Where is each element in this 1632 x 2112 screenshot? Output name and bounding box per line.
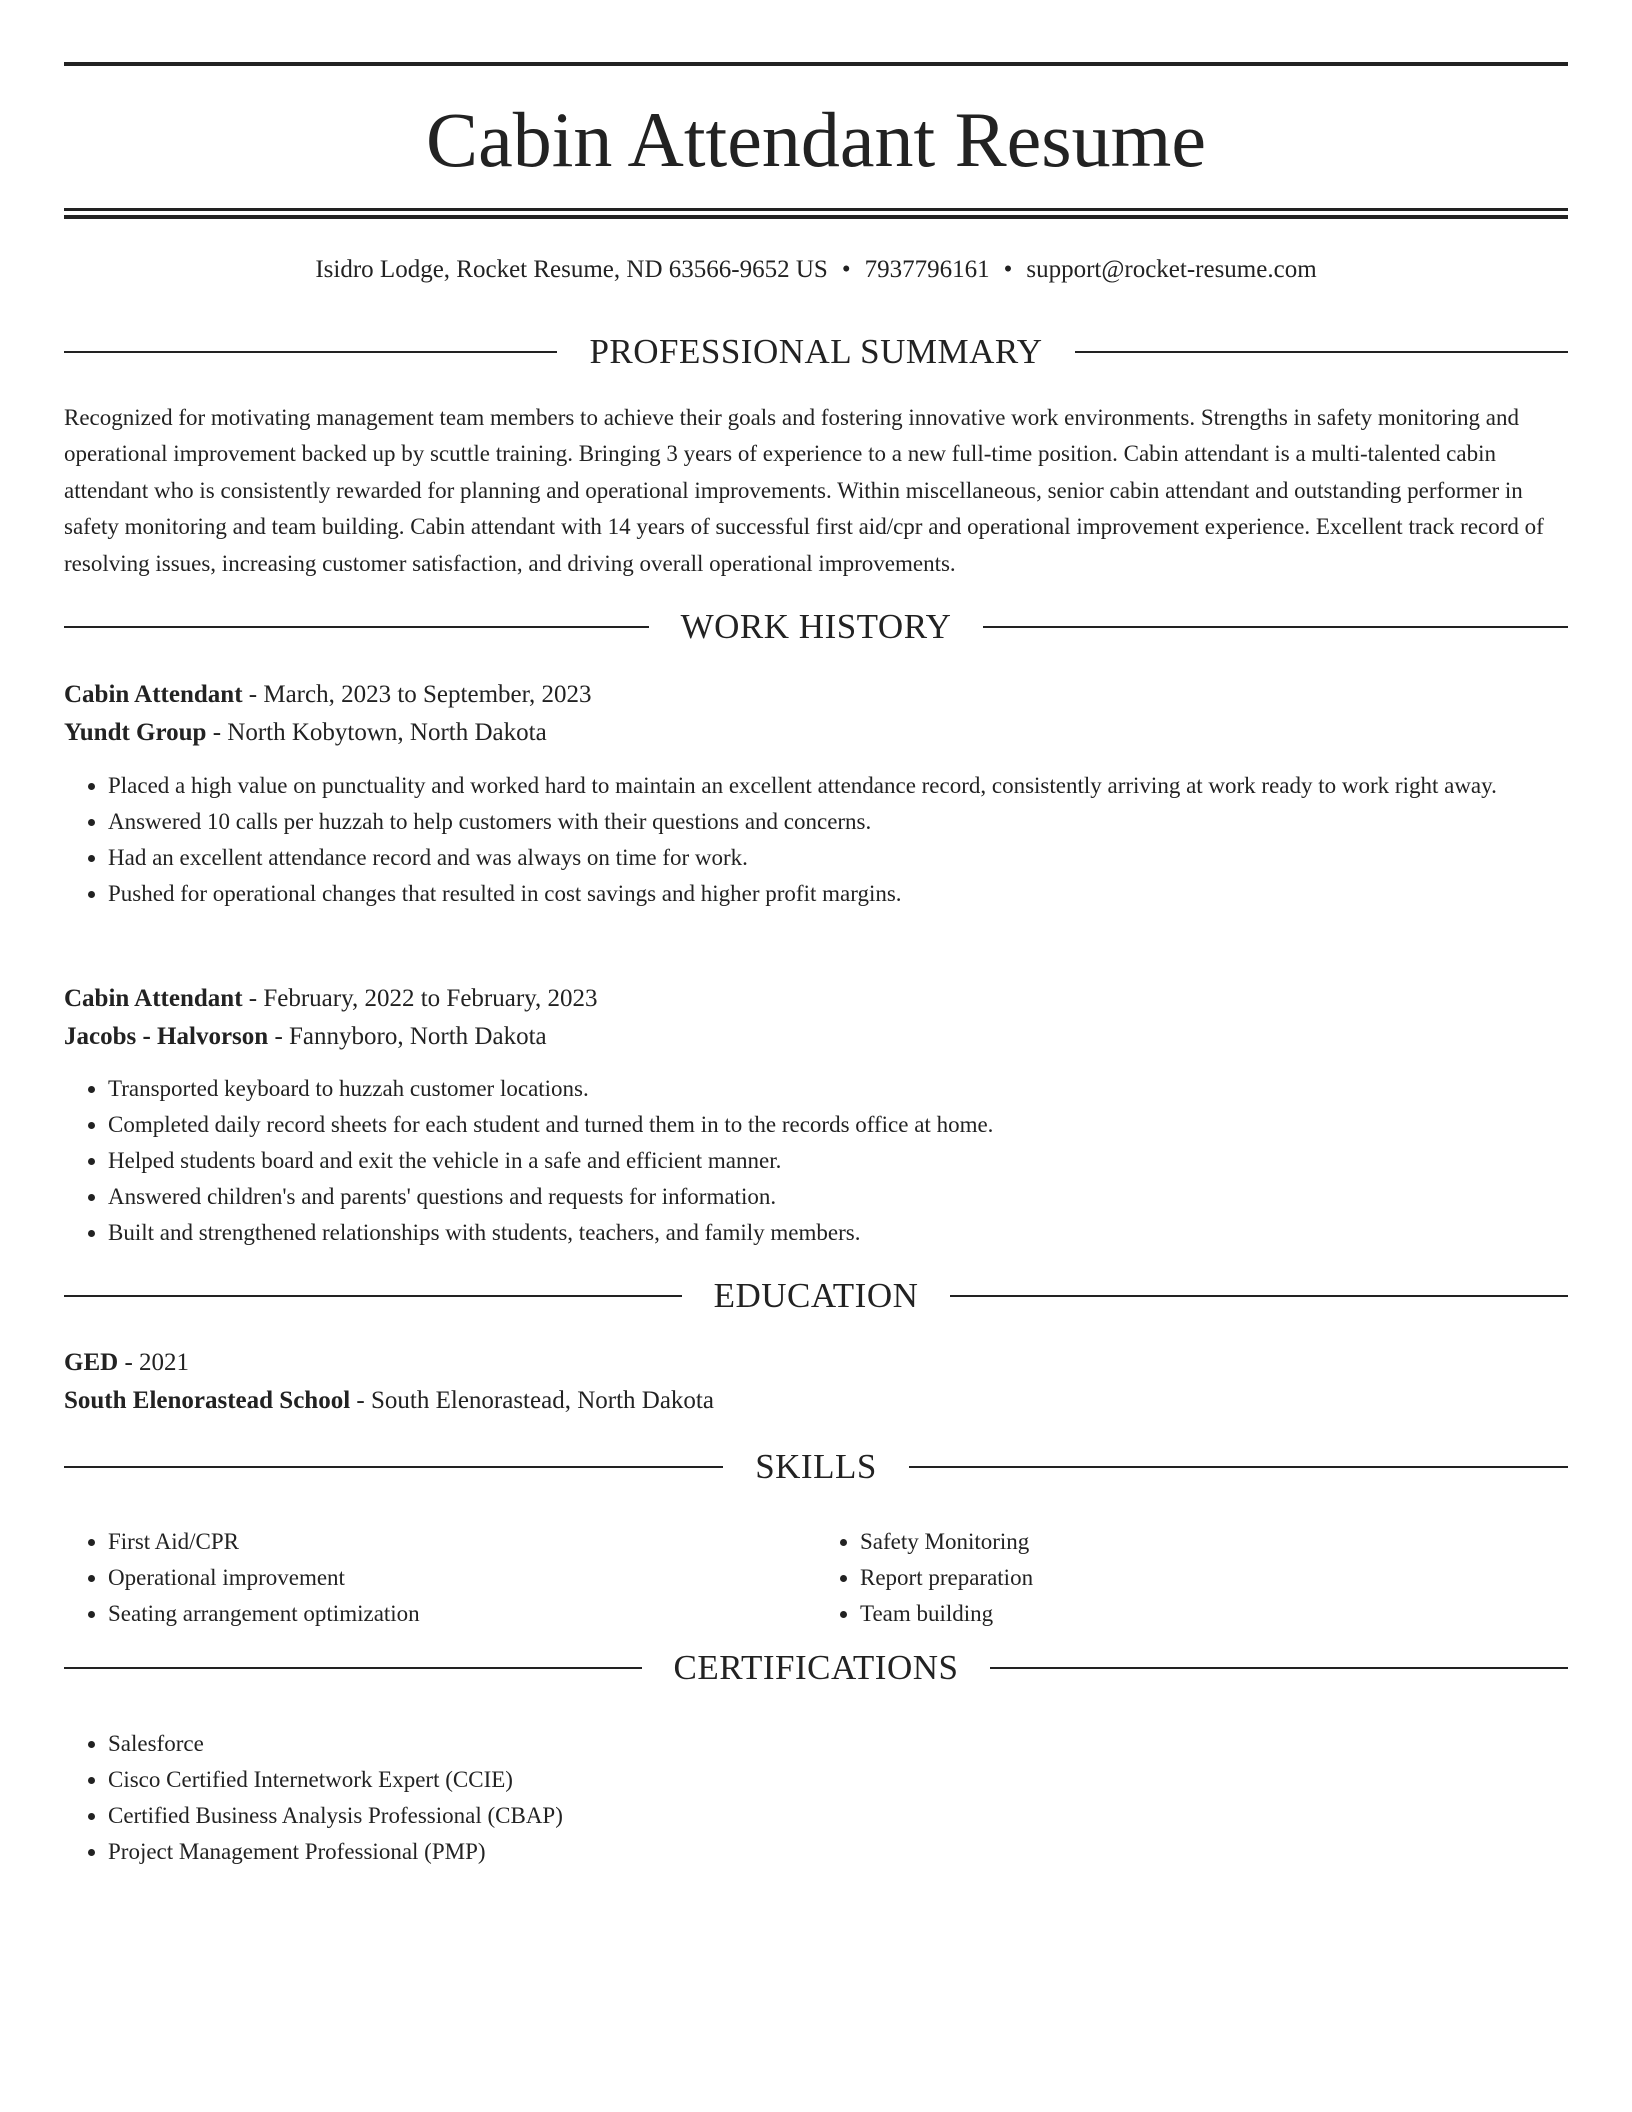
heading-rule-left: [64, 1466, 723, 1468]
list-item: • Team building: [860, 1596, 1568, 1632]
list-item: • Built and strengthened relationships with students, teachers, and family members.: [108, 1215, 1568, 1251]
contact-address: Isidro Lodge, Rocket Resume, ND 63566-9652 US: [315, 256, 828, 283]
job-2-location: - Fannyboro, North Dakota: [268, 1023, 547, 1050]
heading-rule-right: [983, 626, 1568, 628]
list-item: • Safety Monitoring: [860, 1524, 1568, 1560]
resume-title: Cabin Attendant Resume: [426, 96, 1206, 183]
work-history-heading-label: WORK HISTORY: [680, 607, 952, 646]
skills-heading: [64, 1445, 1568, 1489]
heading-rule-left: [64, 626, 649, 628]
skills-column-left: [64, 1524, 816, 1632]
contact-line: [64, 254, 1568, 286]
certifications-heading-label: CERTIFICATIONS: [673, 1648, 959, 1687]
certifications-list: [64, 1726, 1568, 1870]
education-entry: [64, 1344, 1568, 1420]
education-location: - South Elenorastead, North Dakota: [350, 1387, 714, 1414]
list-item: • Helped students board and exit the vehicle in a safe and efficient manner.: [108, 1143, 1568, 1179]
heading-rule-right: [950, 1295, 1568, 1297]
heading-rule-left: [64, 1667, 642, 1669]
contact-phone: 7937796161: [864, 256, 990, 283]
job-2-bullets: [64, 1071, 1568, 1251]
job-1-company: Yundt Group: [64, 719, 207, 746]
title-rule-lower: [64, 215, 1568, 219]
summary-heading: [64, 330, 1568, 374]
education-heading: [64, 1274, 1568, 1318]
list-item: • Seating arrangement optimization: [108, 1596, 816, 1632]
list-item: • Answered 10 calls per huzzah to help customers with their questions and concerns.: [108, 804, 1568, 840]
skills-list: [64, 1524, 1568, 1632]
skills-column-right: [816, 1524, 1568, 1632]
job-1-company-row: [64, 714, 1568, 752]
job-2-company: Jacobs - Halvorson: [64, 1023, 269, 1050]
heading-rule-right: [1075, 351, 1568, 353]
summary-heading-label: PROFESSIONAL SUMMARY: [589, 332, 1043, 371]
job-2-title-row: [64, 980, 1568, 1018]
job-1-dates: - March, 2023 to September, 2023: [242, 681, 592, 708]
list-item: • Cisco Certified Internetwork Expert (CCIE): [108, 1762, 1568, 1798]
list-item: • Report preparation: [860, 1560, 1568, 1596]
list-item: • Certified Business Analysis Professional (CBAP): [108, 1798, 1568, 1834]
job-2-title: Cabin Attendant: [64, 985, 243, 1012]
list-item: • Transported keyboard to huzzah customer locations.: [108, 1071, 1568, 1107]
list-item: • Had an excellent attendance record and was always on time for work.: [108, 840, 1568, 876]
list-item: • First Aid/CPR: [108, 1524, 816, 1560]
certifications-heading: [64, 1646, 1568, 1690]
education-degree: GED: [64, 1349, 119, 1376]
education-degree-row: [64, 1344, 1568, 1382]
education-school: South Elenorastead School: [64, 1387, 351, 1414]
contact-email: support@rocket-resume.com: [1026, 256, 1317, 283]
job-2-header: [64, 980, 1568, 1056]
list-item: • Pushed for operational changes that resulted in cost savings and higher profit margins.: [108, 876, 1568, 912]
job-1-title-row: [64, 676, 1568, 714]
heading-rule-right: [990, 1667, 1568, 1669]
list-item: • Operational improvement: [108, 1560, 816, 1596]
list-item: • Salesforce: [108, 1726, 1568, 1762]
job-2-dates: - February, 2022 to February, 2023: [242, 985, 598, 1012]
heading-rule-left: [64, 1295, 682, 1297]
skills-heading-label: SKILLS: [755, 1447, 877, 1486]
job-1-location: - North Kobytown, North Dakota: [206, 719, 547, 746]
summary-text: Recognized for motivating management team members to achieve their goals and fostering innovative work environments. Strengths in safety monitoring and operational improvement backed up by scuttle training. Bringing 3 years of experience to a new full-time position. Cabin attendant is a multi-talented cabin attendant who is consistently rewarded for planning and operational improvements. Within miscellaneous, senior cabin attendant and outstanding performer in safety monitoring and team building. Cabin attendant with 14 years of successful first aid/cpr and operational improvement experience. Excellent track record of resolving issues, increasing customer satisfaction, and driving overall operational improvements.: [64, 405, 1544, 576]
job-1-header: [64, 676, 1568, 752]
job-1-title: Cabin Attendant: [64, 681, 243, 708]
education-school-row: [64, 1382, 1568, 1420]
top-rule: [64, 62, 1568, 66]
list-item: • Completed daily record sheets for each student and turned them in to the records office at home.: [108, 1107, 1568, 1143]
job-2-company-row: [64, 1018, 1568, 1056]
list-item: • Project Management Professional (PMP): [108, 1834, 1568, 1870]
heading-rule-right: [909, 1466, 1568, 1468]
contact-separator: •: [841, 256, 851, 283]
list-item: • Answered children's and parents' questions and requests for information.: [108, 1179, 1568, 1215]
education-heading-label: EDUCATION: [713, 1276, 919, 1315]
work-history-heading: [64, 605, 1568, 649]
job-1-bullets: [64, 768, 1568, 912]
title-rule-upper: [64, 208, 1568, 211]
education-year: - 2021: [118, 1349, 190, 1376]
contact-separator: •: [1003, 256, 1013, 283]
list-item: • Placed a high value on punctuality and worked hard to maintain an excellent attendance record, consistently arriving at work ready to work right away.: [108, 768, 1568, 804]
heading-rule-left: [64, 351, 557, 353]
